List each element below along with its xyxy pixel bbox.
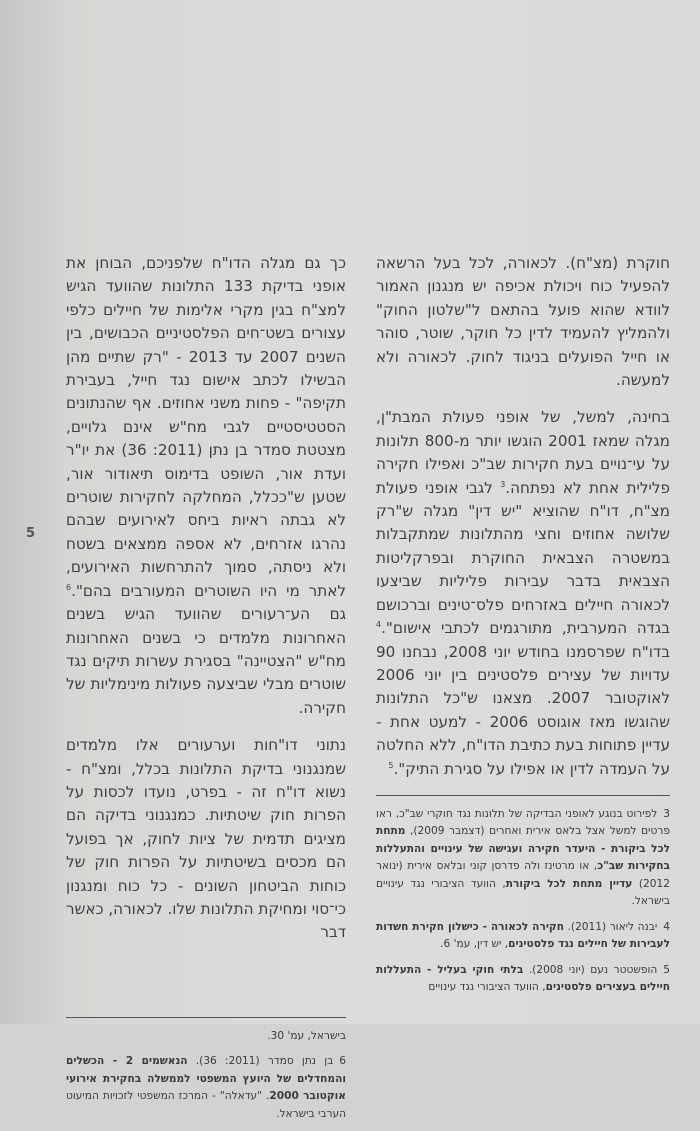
page-number: 5 [26,526,36,541]
footnote-ref-6[interactable]: 6 [66,582,72,592]
footnote-title: חקירה לכאורה - כישלון חקירת חשדות לעבירות של חיילים נגד פלסטינים [376,920,670,951]
footnote-6 [66,1053,346,1123]
text-run: בחינה, למשל, של אופני פעולת המבת"ן, מגלה שמאז 2001 הוגשו יותר מ-800 תלונות על עי־נויים בעת חקירות שב"כ ואפילו חקירה פלילית אחת לא נפתחה. [376,408,670,497]
footnote-5 [376,962,670,997]
text-run: בן נתן סמדר (2011: 36). [187,1055,334,1068]
footnote-number: 5 [663,963,671,976]
footnote-title: עדיין מתחת לכל ביקורת [505,877,633,890]
text-run: הופשטטר נעם (יוני 2008). [523,963,658,976]
left-paragraph-2: נתוני דו"חות וערעורים אלו מלמדים שמנגנוני בדיקת התלונות בכלל, ומצ"ח - נשוא דו"ח זה - בפרט, נועדו לכסות על הפרות חוק שיטתיות. כמנגנוני בדיקה הם מציגים תדמית של ציות לחוק, אך בפועל הם מכסים בשיטתיות על הפרות חוק של כוחות הביטחון השונים - כל כוח ומנגנון כי־סוי ומחיקת התלונות שלו. לכאורה, כאשר דבר [66,736,346,942]
text-run: בדו"ח שפרסמנו בחודש יוני 2008, נבחנו 90 עדויות של עצירים פלסטינים בין יוני 2006 לאוקטובר 2007. מצאנו ש"כל התלונות שהוגשו מאז אוגוסט 2006 - למעט אחת - עדיין פתוחות בעת כתיבת הדו"ח, ללא החלטה על העמדה לדין או אפילו על סגירת התיק". [376,642,670,778]
left-paragraph-1 [66,252,346,720]
footnote-4 [376,919,670,954]
text-run: יבנה ליאור (2011). [564,920,658,933]
text-run: , יש דין, עמ' 6. [440,938,509,951]
text-run: , או מרטינז ולה פדרסן קוני ובלאס אירית (ינואר 2012) [376,860,670,890]
footnote-ref-5[interactable]: 5 [388,760,394,770]
text-run: , הוועד הציבורי נגד עינויים בישראל. [376,877,670,908]
footnote-number: 4 [663,920,670,933]
text-run: . "עדאלה" - המרכז המשפטי לזכויות המיעוט הערבי בישראל. [66,1090,346,1120]
right-column [376,252,670,1005]
footnote-divider [376,795,670,796]
footnote-title: מתחת לכל ביקורת - היעדר חקירה ועגישה של עינויים והתעללות בחקירות שב"כ [376,825,670,873]
footnote-title: הנאשמים 2 - הכשלים והמחדלים של היועץ המשפטי לממשלה בחקירת אירועי אוקטובר 2000 [66,1055,346,1103]
footnote-number: 6 [339,1055,346,1068]
right-paragraph-1: חוקרת (מצ"ח). לכאורה, לכל בעל הרשאה להפעיל כוח ויכולת אכיפה יש מנגנון האמור לוודא שהוא פועל בהתאם ל"שלטון החוק" ולהמליץ להעמיד לדין כל חוקר, שוטר, סוהר או חייל הפועלים בניגוד לחוק. לכאורה ולא למעשה. [376,254,670,390]
text-run: , הוועד הציבורי נגד עינויים [428,981,546,994]
text-run: גם הע־רעורים שהוועד הגיש בשנים האחרונות מלמדים כי בשנים האחרונות מח"ש "הצטיינה" בסגירת עשרות תיקים נגד שוטרים מבלי שביצעה פעולות מינימליות של חקירה. [66,605,346,717]
left-column [66,252,346,1131]
footnote-5-continued: בישראל, עמ' 30. [267,1029,346,1042]
footnote-title: בלתי חוקי בעליל - התעללות חיילים בעצירים פלסטינים [376,963,670,994]
text-run: לפירוט בנוגע לאופני הבדיקה של תלונות נגד חוקרי שב"כ, ראו פרטים למשל אצל בלאס אירית ואחרים (דצמבר 2009), [376,807,670,838]
right-paragraph-2 [376,406,670,781]
footnote-ref-4[interactable]: 4 [376,620,382,630]
text-run: כך גם מגלה הדו"ח שלפניכם, הבוחן את אופני בדיקת 133 התלונות שהוועד הגיש למצ"ח בגין מקרי אלימות של חיילים כלפי עצורים בשט־חים הפלסטיניים הכבושים, בין השנים 2007 עד 2013 - "רק שתיים מהן הבשילו לכתב אישום נגד חייל, בעבירת תקיפה" - פחות משני אחוזים. אף שהנתונים הסטטיסטיים לגבי מח"ש אינם גלויים, מצטטת סמדר בן נתן (2011: 36) את יו"ר ועדת אור, השופט בדימוס תיאודור אור, שטען ש"ככלל, המחלקה לחקירות שוטרים לא גבתה ראיות ביחס לאירועים שבהם נהרגו אזרחים, לא אספה ממצאים בשטח ולא ניסתה, סמוך להתרחשות האירועים, לאתר מי היו השוטרים המעורבים בהם". [66,254,347,600]
footnote-ref-3[interactable]: 3 [500,479,506,489]
footnote-3 [376,806,670,911]
text-run: לגבי אופני פעולת מצ"ח, דו"ח שהוציא "יש דין" מגלה ש"רק שלושה אחוזים וחצי מהתלונות שמתקבלות במשטרה הצבאית החוקרת ובפרקליטות הצבאית בדבר עבירות פליליות שביצעו לכאורה חיילים באזרחים פלס־טינים וברכושם בגדה המערבית, מתורגמים לכתבי אישום". [376,478,670,638]
footnote-divider [66,1017,346,1018]
footnote-number: 3 [663,807,670,820]
